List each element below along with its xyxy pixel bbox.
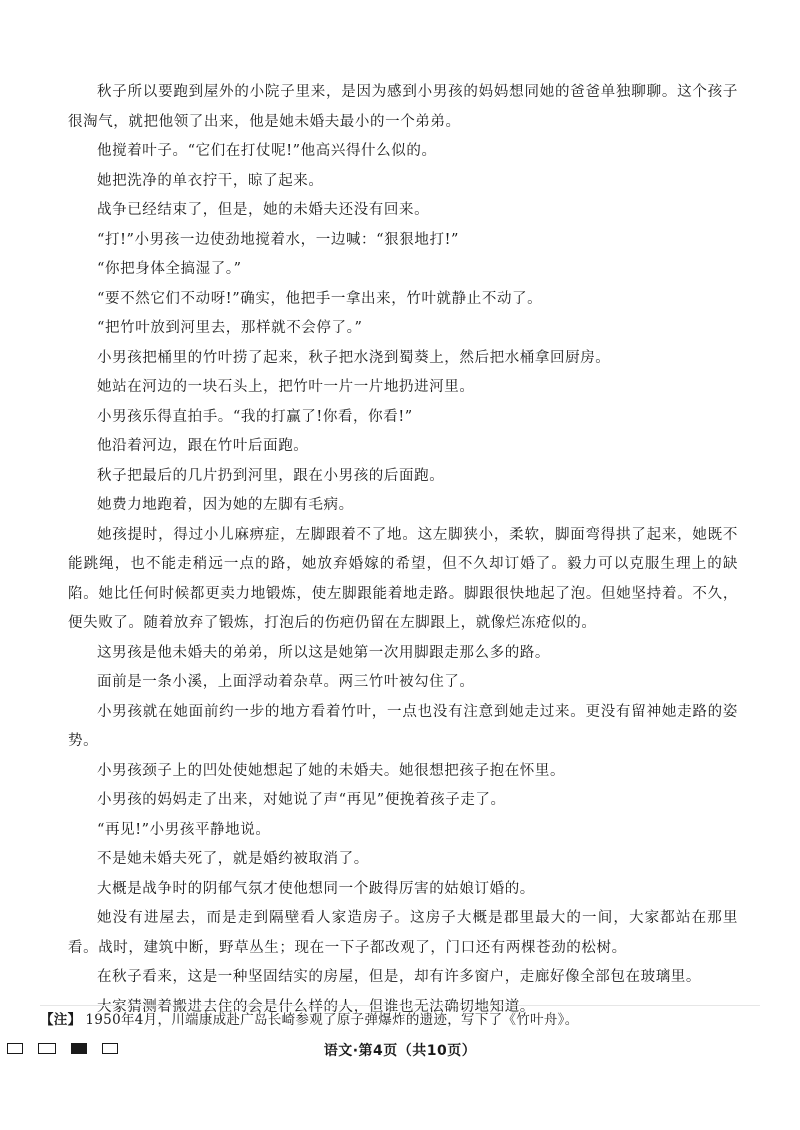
paragraph-20: 小男孩的妈妈走了出来，对她说了声“再见”便挽着孩子走了。 — [97, 792, 506, 808]
paragraph-22: 不是她未婚夫死了，就是婚约被取消了。 — [97, 851, 369, 867]
paragraph-14: 她费力地跑着，因为她的左脚有毛病。 — [97, 497, 354, 513]
paragraph-8: “把竹叶放到河里去，那样就不会停了。” — [97, 320, 363, 336]
page-footer — [0, 1040, 800, 1062]
paragraph-2: 他搅着叶子。“它们在打仗呢!”他高兴得什么似的。 — [97, 143, 437, 159]
paragraph-1: 秋子所以要跑到屋外的小院子里来，是因为感到小男孩的妈妈想同她的爸爸单独聊聊。这个孩子很淘气，就把他领了出来，他是她未婚夫最小的一个弟弟。 — [68, 84, 738, 130]
paragraph-19: 小男孩颈子上的凹处使她想起了她的未婚夫。她很想把孩子抱在怀里。 — [97, 762, 566, 779]
paragraph-21: “再见!”小男孩平静地说。 — [97, 821, 271, 838]
paragraph-10: 她站在河边的一块石头上，把竹叶一片一片地扔进河里。 — [97, 379, 475, 395]
paragraph-13: 秋子把最后的几片扔到河里，跟在小男孩的后面跑。 — [97, 467, 445, 484]
paragraph-12: 他沿着河边，跟在竹叶后面跑。 — [97, 438, 309, 454]
paragraph-17: 面前是一条小溪，上面浮动着杂草。两三竹叶被勾住了。 — [97, 674, 475, 690]
paragraph-23: 大概是战争时的阴郁气氛才使他想同一个跛得厉害的姑娘订婚的。 — [97, 880, 535, 897]
paragraph-24: 她没有进屋去，而是走到隔壁看人家造房子。这房子大概是郡里最大的一间，大家都站在那里看。战时，建筑中断，野草丛生；现在一下子都改观了，门口还有两棵苍劲的松树。 — [68, 910, 738, 956]
paragraph-4: 战争已经结束了，但是，她的未婚夫还没有回来。 — [97, 202, 430, 218]
paragraph-3: 她把洗净的单衣拧干，晾了起来。 — [97, 172, 324, 189]
paragraph-11: 小男孩乐得直拍手。“我的打赢了!你看，你看!” — [97, 408, 413, 425]
footnote — [40, 1005, 760, 1030]
footnote-text: 1950年4月，川端康成赴广岛长崎参观了原子弹爆炸的遗迹，写下了《竹叶舟》。 — [85, 1012, 579, 1028]
paragraph-15: 她孩提时，得过小儿麻痹症，左脚跟着不了地。这左脚狭小，柔软，脚面弯得拱了起来，她既不能跳绳，也不能走稍远一点的路，她放弃婚嫁的希望，但不久却订婚了。毅力可以克服生理上的缺陷。她比任何时候都更卖力地锻炼，使左脚跟能着地走路。脚跟很快地起了泡。但她坚持着。不久，便失败了。随着放弃了锻炼，打泡后的伤疤仍留在左脚跟上，就像烂冻疮似的。 — [68, 526, 738, 631]
page-number: 语文·第4页（共10页） — [323, 1043, 477, 1059]
paragraph-7: “要不然它们不动呀!”确实，他把手一拿出来，竹叶就静止不动了。 — [97, 290, 543, 307]
paragraph-16: 这男孩是他未婚夫的弟弟，所以这是她第一次用脚跟走那么多的路。 — [97, 644, 550, 661]
footnote-tag: 【注】 — [40, 1012, 82, 1028]
paragraph-6: “你把身体全搞湿了。” — [97, 261, 242, 277]
paragraph-25: 在秋子看来，这是一种坚固结实的房屋，但是，却有许多窗户，走廊好像全部包在玻璃里。 — [97, 969, 701, 985]
paragraph-9: 小男孩把桶里的竹叶捞了起来，秋子把水浇到蜀葵上，然后把水桶拿回厨房。 — [97, 349, 611, 366]
story-body — [68, 78, 738, 1022]
paragraph-5: “打!”小男孩一边使劲地搅着水，一边喊：“狠狠地打!” — [97, 231, 460, 248]
paragraph-26: 大家猜测着搬进去住的会是什么样的人，但谁也无法确切地知道。 — [97, 998, 535, 1015]
paragraph-18: 小男孩就在她面前约一步的地方看着竹叶，一点也没有注意到她走过来。更没有留神她走路的姿势。 — [68, 703, 738, 749]
